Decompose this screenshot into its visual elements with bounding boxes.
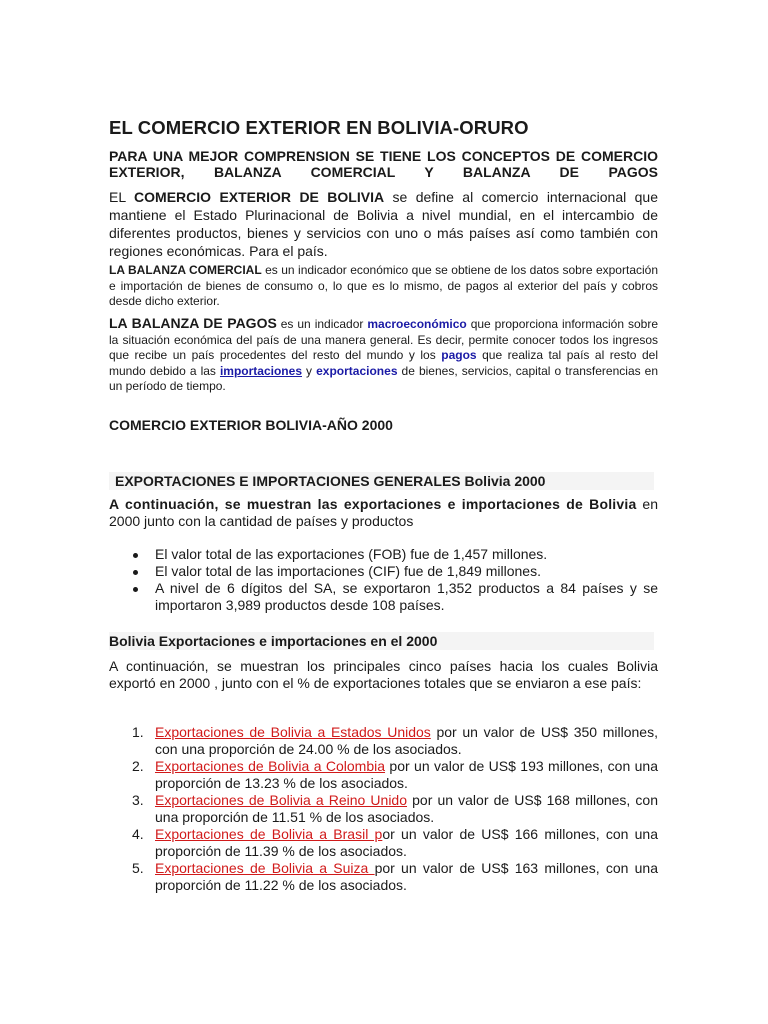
list-item xyxy=(109,758,658,792)
balanza-pagos-term: LA BALANZA DE PAGOS xyxy=(109,315,277,331)
intro-lead: EL xyxy=(109,189,135,205)
importaciones-link[interactable]: importaciones xyxy=(219,363,302,378)
list-item xyxy=(109,563,658,580)
list-item-text: or un valor de US$ 166 millones, con una proporción de 11.39 % de los asociados. xyxy=(155,826,658,859)
bullet-icon xyxy=(133,553,138,558)
macroeconomico-link[interactable]: macroeconómico xyxy=(367,317,467,331)
general-intro-paragraph xyxy=(109,496,658,530)
top5-intro-paragraph: A continuación, se muestran los principales cinco países hacia los cuales Bolivia exportó en 2000 , junto con el % de exportaciones totales que se enviaron a ese país: xyxy=(109,658,658,691)
balanza-comercial-text: es un indicador económico que se obtiene de los datos sobre exportación e importación de bienes de consumo o, lo que es lo mismo, de pagos al exterior del país y cobros desde dicho exterior. xyxy=(109,263,658,308)
bullet-icon xyxy=(133,587,138,592)
bullet-icon xyxy=(133,570,138,575)
list-item xyxy=(109,724,658,758)
list-item-text: por un valor de US$ 193 millones, con una proporción de 13.23 % de los asociados. xyxy=(155,758,658,791)
country-link-suiza[interactable]: Exportaciones de Bolivia a Suiza xyxy=(155,860,375,876)
section-heading-year: COMERCIO EXTERIOR BOLIVIA-AÑO 2000 xyxy=(109,417,393,433)
balanza-pagos-text-4: y xyxy=(302,363,317,378)
list-item xyxy=(109,826,658,860)
list-item-text: por un valor de US$ 350 millones, con una proporción de 24.00 % de los asociados. xyxy=(155,724,658,757)
country-link-estados-unidos[interactable]: Exportaciones de Bolivia a Estados Unidos xyxy=(155,724,431,740)
country-link-reino-unido[interactable]: Exportaciones de Bolivia a Reino Unido xyxy=(155,792,408,808)
section-bar-general xyxy=(109,472,654,490)
exportaciones-link[interactable]: exportaciones xyxy=(316,363,398,378)
top5-country-list xyxy=(109,724,658,894)
general-intro-bold: A continuación, se muestran las exportaciones e importaciones de Bolivia xyxy=(109,496,637,512)
section-heading-2000: Bolivia Exportaciones e importaciones en el 2000 xyxy=(109,633,438,649)
list-number: 1. xyxy=(132,724,144,740)
pagos-link[interactable]: pagos xyxy=(441,348,477,362)
balanza-pagos-text-5: de bienes, servicios, capital o transferencias en un período de tiempo. xyxy=(109,363,659,393)
balanza-pagos-text-3: que realiza tal país al resto del mundo debido a las xyxy=(109,348,658,378)
intro-text: se define al comercio internacional que mantiene el Estado Plurinacional de Bolivia a nivel mundial, en el intercambio de diferentes productos, bienes y servicios con uno o más países así como también con regiones económicas. Para el país. xyxy=(109,189,658,259)
list-number: 5. xyxy=(132,860,144,876)
section-heading-general: EXPORTACIONES E IMPORTACIONES GENERALES Bolivia 2000 xyxy=(115,473,546,489)
list-item xyxy=(109,546,658,563)
list-number: 2. xyxy=(132,758,144,774)
balanza-pagos-text-2: que proporciona información sobre la situación económica del país de una manera general. Es decir, permite conocer todos los ingresos que recibe un país procedentes del resto del mundo y los xyxy=(109,317,659,362)
intro-paragraph xyxy=(109,188,658,260)
list-number: 4. xyxy=(132,826,144,842)
bullet-text: El valor total de las importaciones (CIF) fue de 1,849 millones. xyxy=(155,563,541,579)
list-item xyxy=(109,792,658,826)
intro-term: COMERCIO EXTERIOR DE BOLIVIA xyxy=(134,189,385,205)
balanza-pagos-text-1: es un indicador xyxy=(276,317,368,331)
list-item-text: por un valor de US$ 168 millones, con una proporción de 11.51 % de los asociados. xyxy=(155,792,658,825)
balanza-comercial-paragraph xyxy=(109,263,658,310)
country-link-brasil[interactable]: Exportaciones de Bolivia a Brasil p xyxy=(155,826,383,842)
country-link-colombia[interactable]: Exportaciones de Bolivia a Colombia xyxy=(155,758,386,774)
list-item xyxy=(109,580,658,614)
list-item-text: por un valor de US$ 163 millones, con una proporción de 11.22 % de los asociados. xyxy=(155,860,658,893)
section-bar-2000 xyxy=(109,632,654,650)
balanza-comercial-term: LA BALANZA COMERCIAL xyxy=(109,263,262,277)
general-intro-text: en 2000 junto con la cantidad de países y productos xyxy=(109,496,658,529)
page-title: EL COMERCIO EXTERIOR EN BOLIVIA-ORURO xyxy=(109,117,529,138)
bullet-text: El valor total de las exportaciones (FOB) fue de 1,457 millones. xyxy=(155,546,548,562)
summary-bullet-list xyxy=(109,546,658,614)
bullet-text: A nivel de 6 dígitos del SA, se exportaron 1,352 productos a 84 países y se importaron 3,989 productos desde 108 países. xyxy=(155,580,658,613)
page-subtitle: PARA UNA MEJOR COMPRENSION SE TIENE LOS CONCEPTOS DE COMERCIO EXTERIOR, BALANZA COMERCIAL Y BALANZA DE PAGOS xyxy=(109,148,658,180)
balanza-pagos-paragraph xyxy=(109,316,658,395)
list-number: 3. xyxy=(132,792,144,808)
list-item xyxy=(109,860,658,894)
